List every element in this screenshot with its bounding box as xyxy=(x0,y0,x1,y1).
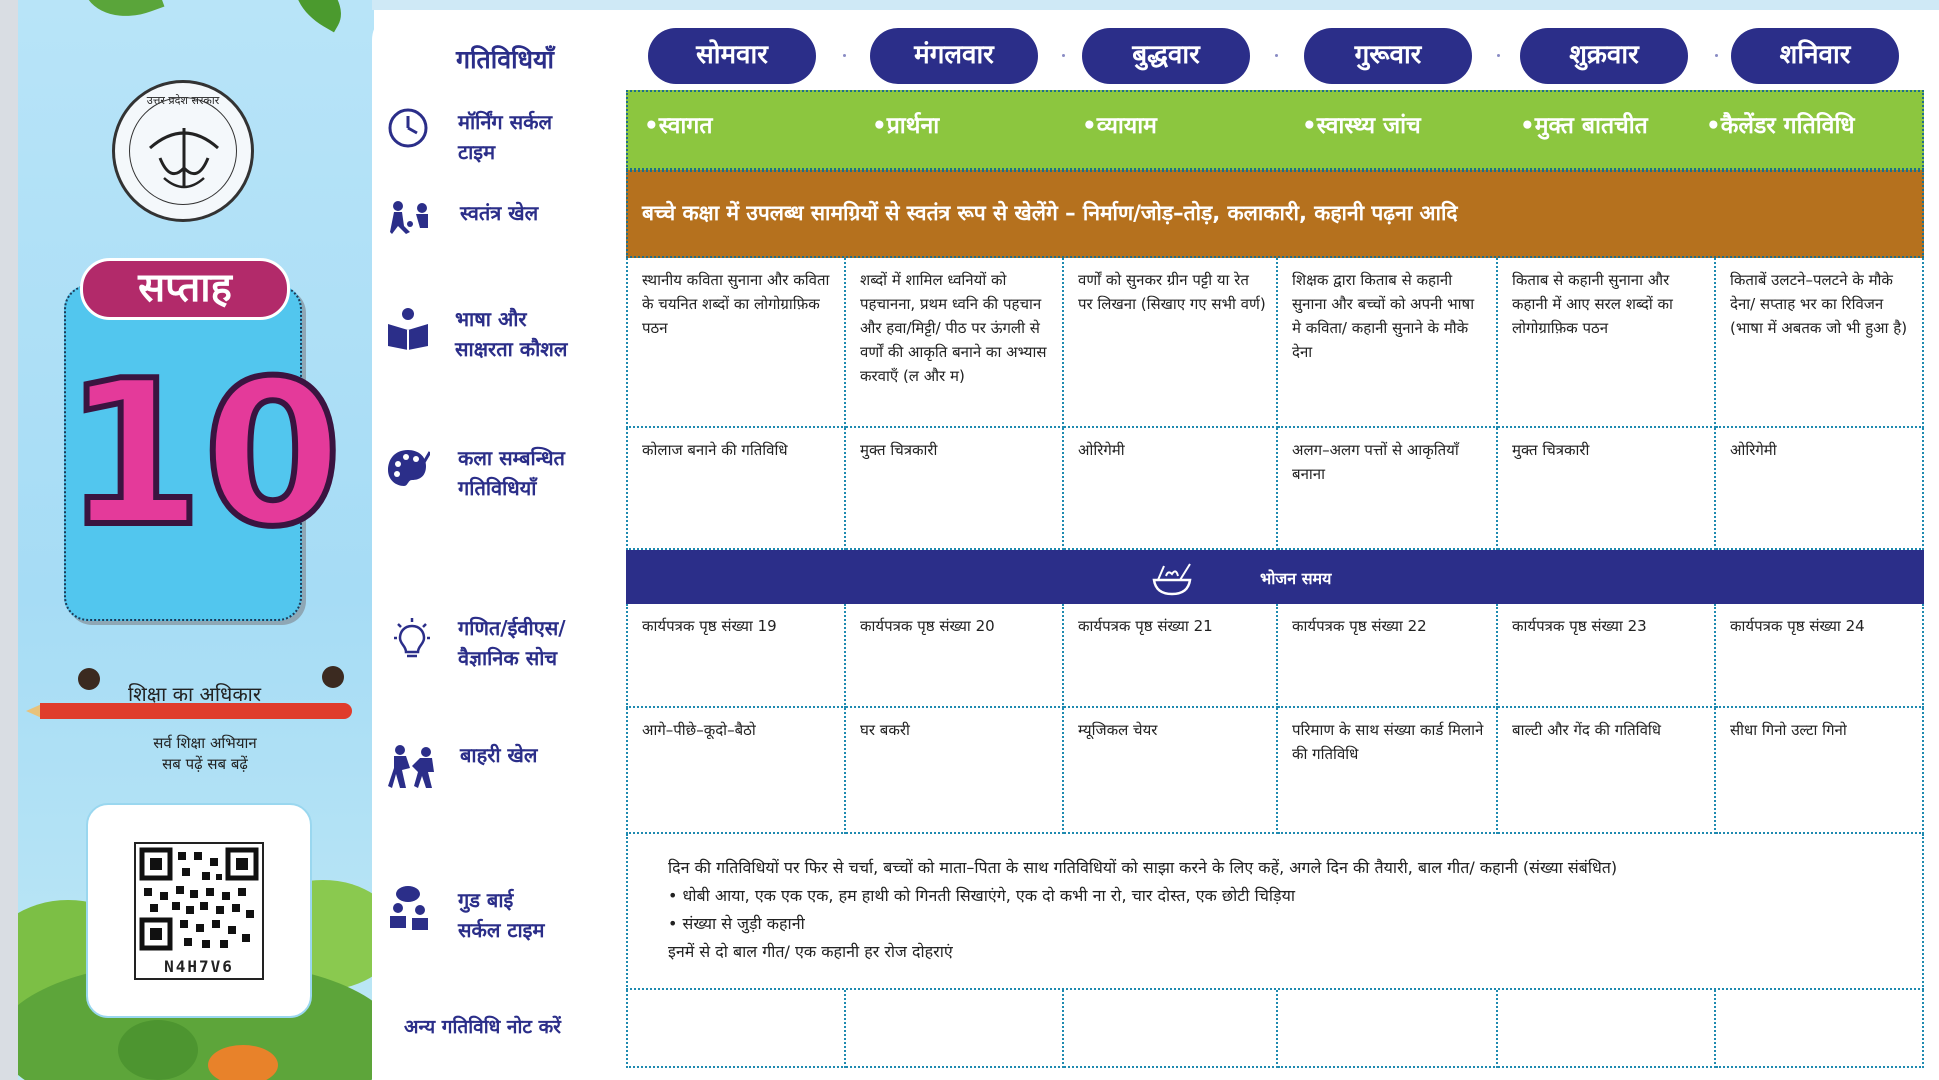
art-cell-monday: कोलाज बनाने की गतिविधि xyxy=(626,428,846,550)
clock-icon xyxy=(386,106,430,150)
palette-icon xyxy=(386,446,430,490)
ssa-line-1: सर्व शिक्षा अभियान xyxy=(153,734,257,752)
language-cell-friday: किताब से कहानी सुनाना और कहानी में आए सरल शब्दों का लोगोग्राफ़िक पठन xyxy=(1498,258,1716,428)
leaf-decoration xyxy=(282,0,354,32)
outdoor-label: बाहरी खेल xyxy=(460,743,538,767)
art-label-line-2: गतिविधियाँ xyxy=(458,476,537,500)
day-wednesday: बुद्धवार xyxy=(1082,28,1250,84)
notes-cell-thursday[interactable] xyxy=(1278,990,1498,1068)
goodbye-line-4: इनमें से दो बाल गीत/ एक कहानी हर रोज दोहराएं xyxy=(668,942,953,961)
outdoor-cell-saturday: सीधा गिनो उल्टा गिनो xyxy=(1716,708,1924,834)
language-cell-tuesday: शब्दों में शामिल ध्वनियों को पहचानना, प्रथम ध्वनि की पहचान और हवा/मिट्टी/ पीठ पर ऊंगली से वर्णों की आकृति बनाने का अभ्यास करवाएँ (ल और म) xyxy=(846,258,1064,428)
morning-item-free-talk: •मुक्त बातचीत xyxy=(1520,113,1648,139)
activities-header: गतिविधियाँ xyxy=(456,45,555,74)
math-cell-friday: कार्यपत्रक पृष्ठ संख्या 23 xyxy=(1498,604,1716,708)
qr-pattern-icon xyxy=(136,844,262,954)
art-cell-tuesday: मुक्त चित्रकारी xyxy=(846,428,1064,550)
ssa-line-2: सब पढ़ें सब बढ़ें xyxy=(162,755,248,773)
free-play-label: स्वतंत्र खेल xyxy=(460,201,539,225)
morning-item-prayer: •प्रार्थना xyxy=(872,113,940,139)
language-label-line-2: साक्षरता कौशल xyxy=(455,337,568,361)
day-friday: शुक्रवार xyxy=(1520,28,1688,84)
outdoor-cell-tuesday: घर बकरी xyxy=(846,708,1064,834)
math-cell-monday: कार्यपत्रक पृष्ठ संख्या 19 xyxy=(626,604,846,708)
language-cell-saturday: किताबें उलटने–पलटने के मौके देना/ सप्ताह भर का रिविजन (भाषा में अबतक जो भी हुआ है) xyxy=(1716,258,1924,428)
math-cell-thursday: कार्यपत्रक पृष्ठ संख्या 22 xyxy=(1278,604,1498,708)
math-cell-tuesday: कार्यपत्रक पृष्ठ संख्या 20 xyxy=(846,604,1064,708)
math-cell-wednesday: कार्यपत्रक पृष्ठ संख्या 21 xyxy=(1064,604,1278,708)
fish-bow-emblem-icon xyxy=(130,98,238,206)
language-cell-wednesday: वर्णों को सुनकर ग्रीन पट्टी या रेत पर लिखना (सिखाए गए सभी वर्ण) xyxy=(1064,258,1278,428)
circle-time-icon xyxy=(388,886,432,930)
art-cell-wednesday: ओरिगेमी xyxy=(1064,428,1278,550)
free-play-text: बच्चे कक्षा में उपलब्ध सामग्रियों से स्वतंत्र रूप से खेलेंगे – निर्माण/जोड़–तोड़, कलाकारी, कहानी पढ़ना आदि xyxy=(642,201,1458,225)
language-cell-monday: स्थानीय कविता सुनाना और कविता के चयनित शब्दों का लोगोग्राफ़िक पठन xyxy=(626,258,846,428)
separator-dot xyxy=(843,54,846,57)
week-label: सप्ताह xyxy=(80,258,290,320)
outdoor-cell-monday: आगे–पीछे–कूदो–बैठो xyxy=(626,708,846,834)
art-cell-thursday: अलग–अलग पत्तों से आकृतियाँ बनाना xyxy=(1278,428,1498,550)
morning-label-line-2: टाइम xyxy=(458,140,496,164)
qr-code-text: N4H7V6 xyxy=(164,957,234,976)
light-bulb-icon xyxy=(390,618,434,662)
day-saturday: शनिवार xyxy=(1731,28,1899,84)
morning-label-line-1: मॉर्निंग सर्कल xyxy=(458,110,553,134)
caterpillar-decoration xyxy=(208,1045,278,1080)
separator-dot xyxy=(1062,54,1065,57)
notes-cell-saturday[interactable] xyxy=(1716,990,1924,1068)
art-cell-friday: मुक्त चित्रकारी xyxy=(1498,428,1716,550)
outdoor-play-icon xyxy=(388,744,440,792)
rte-label: शिक्षा का अधिकार xyxy=(128,682,262,706)
separator-dot xyxy=(1497,54,1500,57)
goodbye-line-3: • संख्या से जुड़ी कहानी xyxy=(668,914,805,933)
notes-cell-friday[interactable] xyxy=(1498,990,1716,1068)
morning-item-health-check: •स्वास्थ्य जांच xyxy=(1302,113,1421,139)
morning-item-exercise: •व्यायाम xyxy=(1082,113,1157,139)
week-number: 10 xyxy=(64,338,343,571)
math-label-line-2: वैज्ञानिक सोच xyxy=(458,646,558,670)
math-cell-saturday: कार्यपत्रक पृष्ठ संख्या 24 xyxy=(1716,604,1924,708)
reading-book-icon xyxy=(386,306,430,350)
morning-item-welcome: •स्वागत xyxy=(644,113,713,139)
notes-label: अन्य गतिविधि नोट करें xyxy=(404,1016,561,1038)
art-cell-saturday: ओरिगेमी xyxy=(1716,428,1924,550)
meal-time-label: भोजन समय xyxy=(1260,569,1332,588)
outdoor-cell-thursday: परिमाण के साथ संख्या कार्ड मिलाने की गतिविधि xyxy=(1278,708,1498,834)
outdoor-cell-friday: बाल्टी और गेंद की गतिविधि xyxy=(1498,708,1716,834)
notes-cell-monday[interactable] xyxy=(626,990,846,1068)
language-cell-thursday: शिक्षक द्वारा किताब से कहानी सुनाना और बच्चों को अपनी भाषा मे कविता/ कहानी सुनाने के मौके देना xyxy=(1278,258,1498,428)
separator-dot xyxy=(1715,54,1718,57)
child-on-pencil-icon xyxy=(322,666,344,688)
goodbye-label-line-1: गुड बाई xyxy=(458,888,514,912)
day-monday: सोमवार xyxy=(648,28,816,84)
leaf-decoration xyxy=(82,0,165,30)
morning-item-calendar: •कैलेंडर गतिविधि xyxy=(1706,113,1855,139)
goodbye-label-line-2: सर्कल टाइम xyxy=(458,918,545,942)
math-label-line-1: गणित/ईवीएस/ xyxy=(458,616,566,640)
notes-cell-wednesday[interactable] xyxy=(1064,990,1278,1068)
left-edge-strip xyxy=(0,0,18,1080)
outdoor-cell-wednesday: म्यूजिकल चेयर xyxy=(1064,708,1278,834)
notes-cell-tuesday[interactable] xyxy=(846,990,1064,1068)
free-play-icon xyxy=(388,196,432,240)
top-bar-background xyxy=(372,0,1939,10)
child-reading-icon xyxy=(78,668,100,690)
food-bowl-icon xyxy=(1150,556,1194,600)
language-label-line-1: भाषा और xyxy=(455,307,527,331)
up-government-emblem xyxy=(112,80,254,222)
day-tuesday: मंगलवार xyxy=(870,28,1038,84)
day-thursday: गुरूवार xyxy=(1304,28,1472,84)
art-label-line-1: कला सम्बन्धित xyxy=(458,446,565,470)
goodbye-line-1: दिन की गतिविधियों पर फिर से चर्चा, बच्चों को माता–पिता के साथ गतिविधियों को साझा करने के लिए कहें, अगले दिन की तैयारी, बाल गीत/ कहानी (संख्या संबंधित) xyxy=(668,858,1618,877)
emblem-text: उत्तर प्रदेश सरकार xyxy=(146,94,220,107)
separator-dot xyxy=(1275,54,1278,57)
goodbye-line-2: • धोबी आया, एक एक एक, हम हाथी को गिनती सिखाएंगे, एक दो कभी ना रो, चार दोस्त, एक छोटी चिड़िया xyxy=(668,886,1296,905)
bush-decoration xyxy=(118,1020,198,1080)
